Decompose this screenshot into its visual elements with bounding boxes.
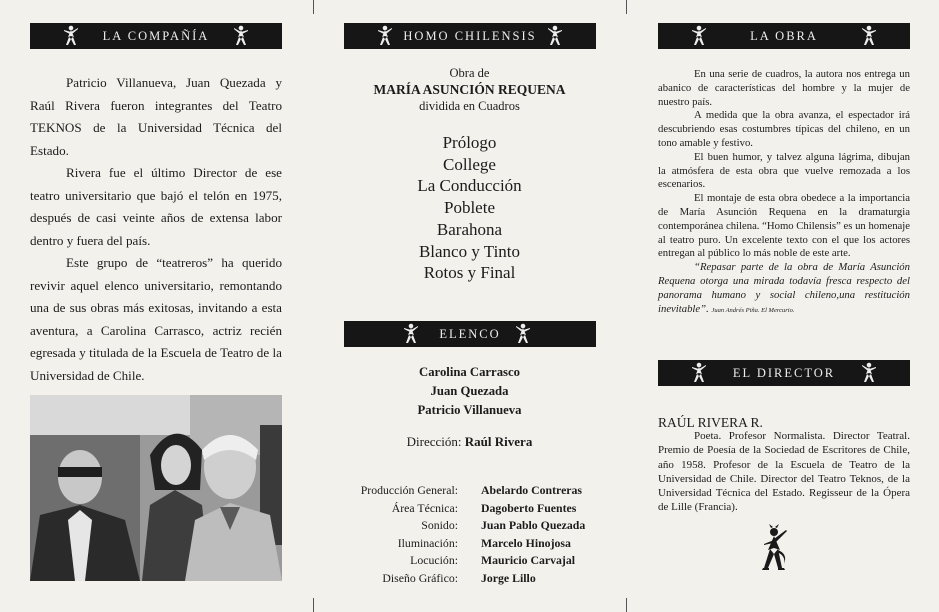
quote-source: Juan Andrés Piña. El Mercurio. (711, 306, 795, 314)
banner-title: ELENCO (439, 326, 501, 341)
company-text (30, 72, 282, 387)
credit-name: Marcelo Hinojosa (481, 535, 571, 550)
cast-photo (30, 395, 282, 581)
obra-paragraph: En una serie de cuadros, la autora nos entrega un abanico de características del hombre y la mujer de nuestro país. (658, 68, 910, 108)
obra-paragraph: El buen humor, y talvez alguna lágrima, dibujan la atmósfera de esta obra que vuelve remozada a los escenarios. (658, 150, 910, 191)
credit-row (313, 535, 626, 553)
cast-member: Patricio Villanueva (417, 403, 522, 417)
credit-row (313, 500, 626, 518)
part-item: Poblete (444, 198, 495, 218)
banner-elenco (344, 321, 596, 347)
obra-paragraph: El montaje de esta obra obedece a la importancia de María Asunción Requena en la dramaturgia contemporánea chilena. “Homo Chilensis” es un homenaje al teatro puro. Un excelente texto con el que los actores entregan al público lo más noble de este arte. (658, 192, 910, 260)
company-paragraph: Patricio Villanueva, Juan Quezada y Raúl Rivera fueron integrantes del Teatro TEKNOS de la Universidad Técnica del Estado. (30, 75, 282, 158)
credit-role: Área Técnica: (391, 500, 458, 515)
quote-text: “Repasar parte de la obra de María Asunción Requena otorga una mirada todavía fresca respecto del panorama humano y social chileno,una restitución inevitable”. (658, 261, 910, 315)
parts-list (313, 132, 626, 284)
panel-homo-chilensis (313, 0, 626, 612)
credit-row (313, 570, 626, 588)
banner-homo-chilensis (344, 23, 596, 49)
company-paragraph: Este grupo de “teatreros” ha querido revivir aquel elenco universitario, remontando una de sus obras más exitosas, invitando a esta aventura, a Carolina Carrasco, actriz recién egresada y titulada de la Escuela de Teatro de la Universidad de Chile. (30, 255, 282, 383)
divided-label: dividida en Cuadros (419, 99, 520, 113)
cast-member: Juan Quezada (430, 384, 509, 398)
press-quote (658, 261, 910, 317)
part-item: Prólogo (442, 133, 497, 152)
credit-name: Abelardo Contreras (481, 483, 583, 497)
dancer-figure-icon (860, 361, 878, 385)
credit-role: Iluminación: (397, 535, 458, 550)
banner-title: HOMO CHILENSIS (403, 28, 537, 43)
banner-title: LA OBRA (750, 28, 818, 43)
dancer-figure-icon (860, 24, 878, 48)
credit-name: Mauricio Carvajal (481, 553, 576, 567)
credit-row (313, 552, 626, 570)
dancer-figure-icon (546, 24, 564, 48)
credit-name: Juan Pablo Quezada (481, 518, 586, 532)
cast-list (313, 363, 626, 420)
credit-row (313, 482, 626, 500)
direction-line (313, 434, 626, 450)
dancer-figure-icon (402, 322, 420, 346)
devil-figure-icon (760, 524, 792, 574)
part-item: Rotos y Final (423, 263, 516, 283)
dancer-figure-icon (376, 24, 394, 48)
credit-name: Jorge Lillo (481, 570, 536, 585)
part-item: Barahona (436, 219, 503, 239)
director-full-name: RAÚL RIVERA R. (658, 415, 763, 430)
panel-la-obra (626, 0, 939, 612)
obra-de-label: Obra de (449, 66, 490, 80)
banner-la-compania (30, 23, 282, 49)
author-name: MARÍA ASUNCIÓN REQUENA (373, 82, 566, 97)
dancer-figure-icon (62, 24, 80, 48)
credit-role: Producción General: (360, 483, 458, 497)
cast-member: Carolina Carrasco (419, 365, 520, 379)
obra-paragraph: A medida que la obra avanza, el espectador irá descubriendo esas costumbres típicas del chileno, en un tono amable y festivo. (658, 109, 910, 149)
credits-list (313, 482, 626, 587)
credit-name: Dagoberto Fuentes (481, 500, 577, 515)
panel-la-compania (0, 0, 313, 612)
banner-la-obra (658, 23, 910, 49)
dancer-figure-icon (690, 24, 708, 48)
part-item: Blanco y Tinto (418, 241, 521, 261)
banner-title: EL DIRECTOR (732, 365, 836, 380)
dancer-figure-icon (232, 24, 250, 48)
obra-text (658, 68, 910, 317)
dancer-figure-icon (690, 361, 708, 385)
credit-row (313, 517, 626, 535)
banner-title: LA COMPAÑÍA (102, 28, 210, 43)
credit-role: Sonido: (421, 518, 458, 532)
direction-label: Dirección: (406, 434, 462, 449)
company-paragraph: Rivera fue el último Director de ese teatro universitario que bajó el telón en 1975, después de casi veinte años de extensa labor dentro y fuera del país. (30, 165, 282, 248)
part-item: College (443, 154, 496, 174)
director-name: Raúl Rivera (464, 434, 533, 449)
director-bio: Poeta. Profesor Normalista. Director Teatral. Premio de Poesía de la Sociedad de Escritores de Chile, año 1958. Profesor de la Escuela de Teatro de la Universidad de Chile. Director del Teatro Teknos, de la Universidad Técnica del Estado. Regisseur de la Ópera de Lille (Francia). (658, 430, 910, 514)
credit-role: Locución: (410, 553, 458, 567)
dancer-figure-icon (514, 322, 532, 346)
banner-el-director (658, 360, 910, 386)
part-item: La Conducción (417, 176, 522, 196)
credit-role: Diseño Gráfico: (382, 570, 458, 585)
